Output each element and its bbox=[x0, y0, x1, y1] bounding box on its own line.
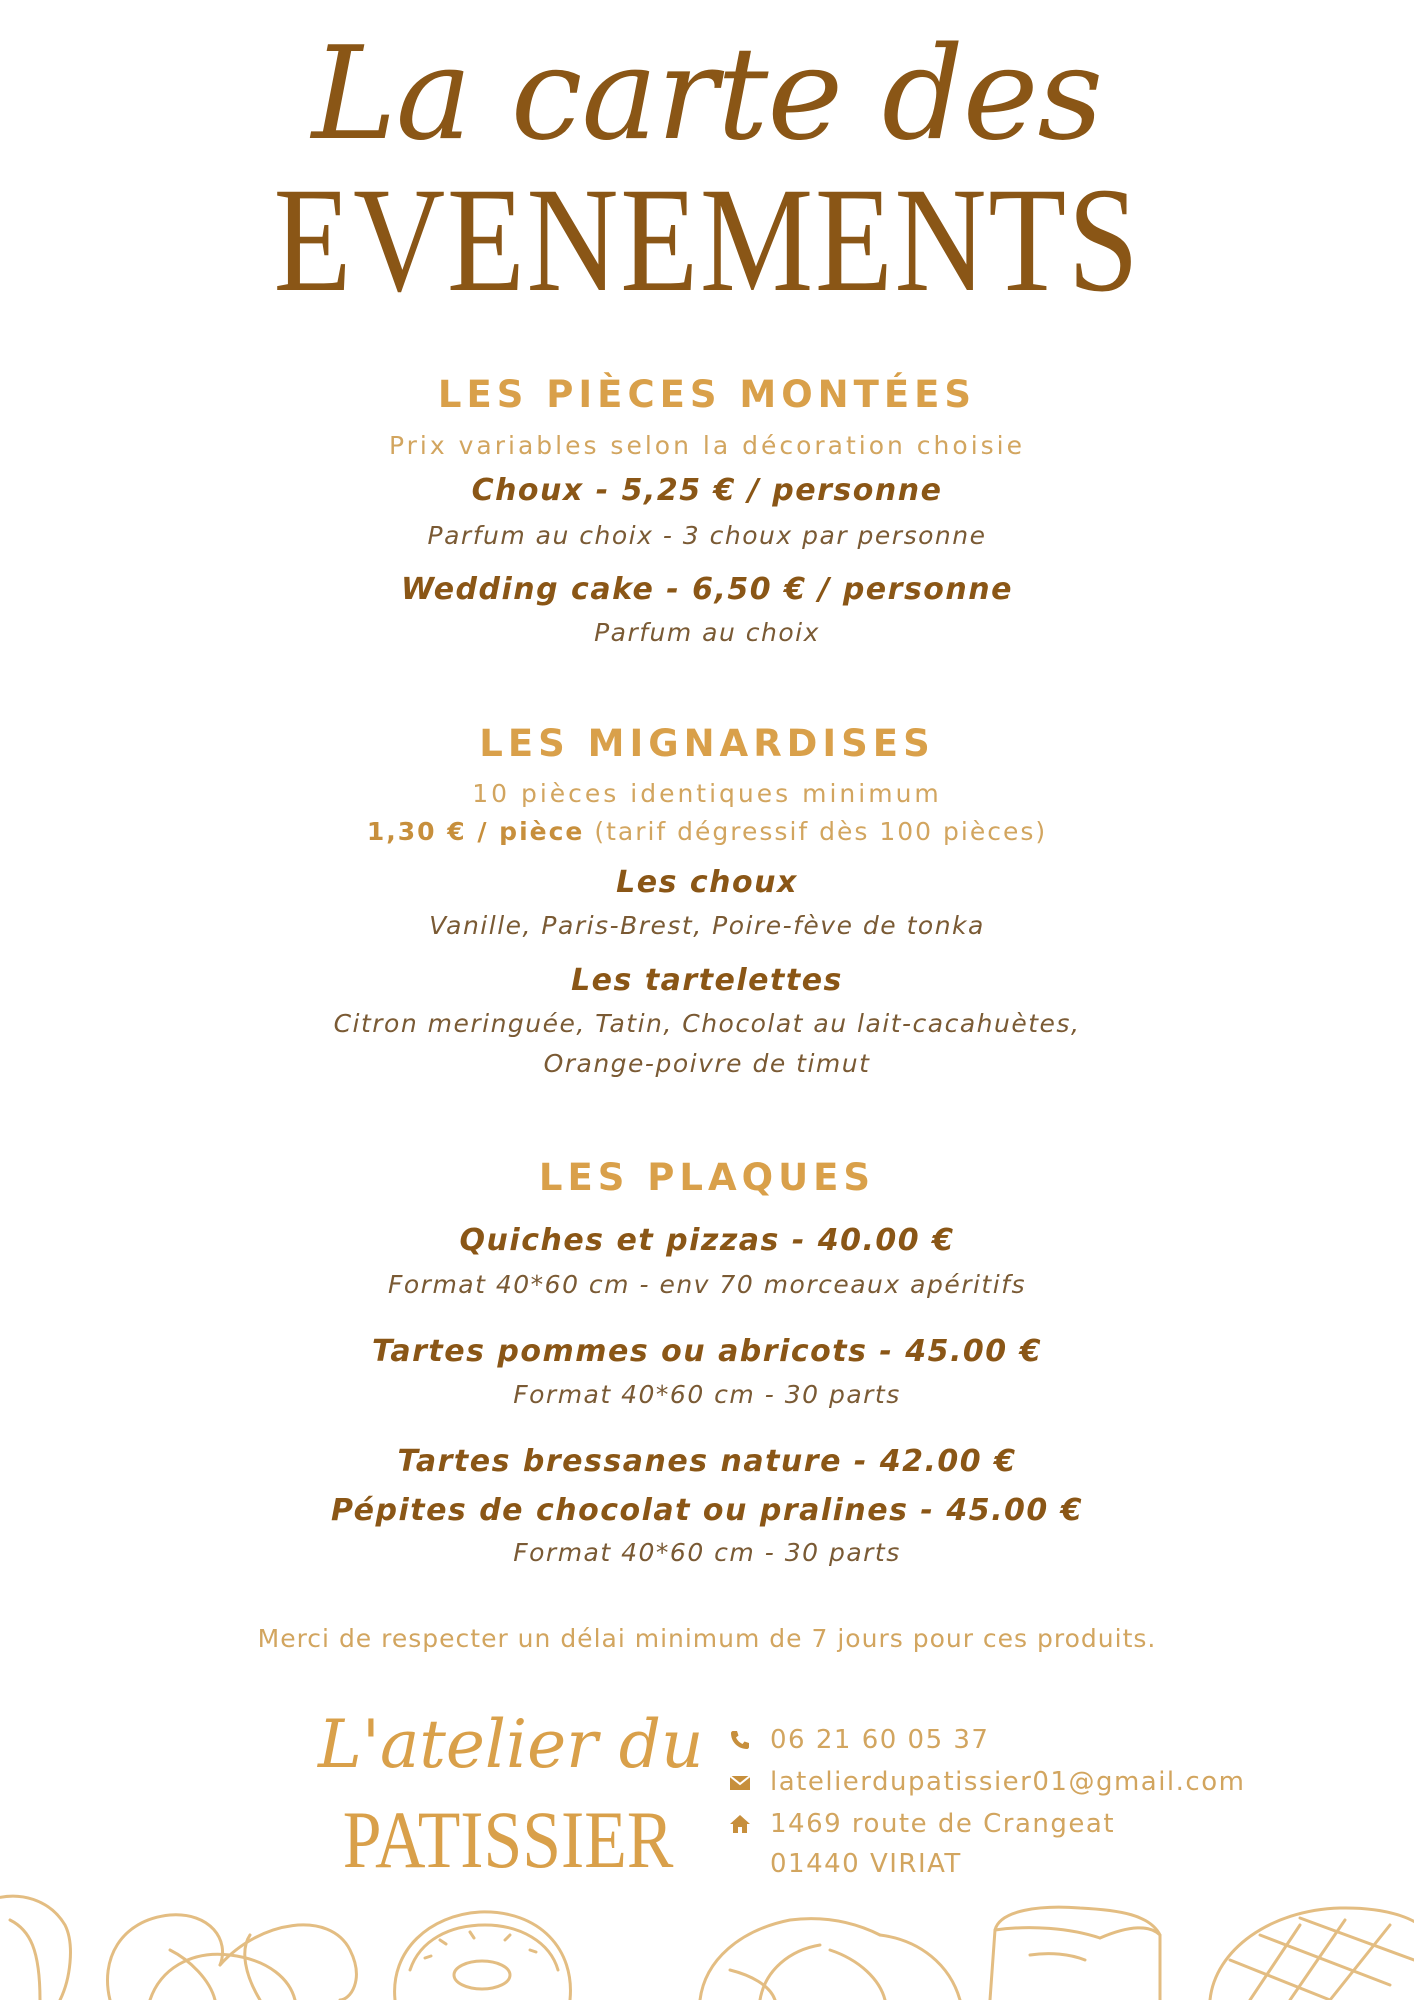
item-desc-quiches: Format 40*60 cm - env 70 morceaux apéritifs bbox=[387, 1270, 1026, 1299]
brand-logo-script: L'atelier du bbox=[318, 1706, 704, 1783]
script-title: La carte des bbox=[311, 20, 1103, 169]
item-title-choux: Choux - 5,25 € / personne bbox=[471, 473, 943, 508]
main-title: EVENEMENTS bbox=[273, 157, 1141, 323]
item-title-les-tartelettes: Les tartelettes bbox=[571, 963, 843, 998]
address-line1: 1469 route de Crangeat bbox=[770, 1809, 1116, 1839]
item-title-pepites: Pépites de chocolat ou pralines - 45.00 € bbox=[330, 1493, 1084, 1528]
item-title-quiches: Quiches et pizzas - 40.00 € bbox=[459, 1223, 955, 1258]
price-line-mignardises bbox=[0, 815, 1414, 849]
delay-notice: Merci de respecter un délai minimum de 7 jours pour ces produits. bbox=[257, 1624, 1157, 1653]
mail-icon bbox=[728, 1770, 752, 1794]
round-bread-icon bbox=[1210, 1908, 1414, 2000]
donut-icon bbox=[395, 1912, 571, 2000]
item-title-wedding-cake: Wedding cake - 6,50 € / personne bbox=[401, 572, 1013, 607]
item-desc-choux: Parfum au choix - 3 choux par personne bbox=[427, 521, 987, 550]
email-address[interactable]: latelierdupatissier01@gmail.com bbox=[770, 1767, 1246, 1797]
phone-icon bbox=[728, 1728, 752, 1752]
price-mignardises: 1,30 € / pièce bbox=[366, 817, 585, 846]
item-desc-les-tartelettes: Citron meringuée, Tatin, Chocolat au lait-cacahuètes, bbox=[333, 1009, 1081, 1038]
pastry-illustrations bbox=[0, 1880, 1414, 2000]
section-subtitle-mignardises: 10 pièces identiques minimum bbox=[472, 779, 942, 808]
item-desc-les-tartelettes-line2: Orange-poivre de timut bbox=[543, 1049, 871, 1078]
item-title-tartes-bressanes: Tartes bressanes nature - 42.00 € bbox=[397, 1444, 1017, 1479]
address-line2: 01440 VIRIAT bbox=[770, 1849, 962, 1879]
item-desc-wedding-cake: Parfum au choix bbox=[594, 618, 820, 647]
bread-sketch-left-icon bbox=[0, 1896, 70, 2000]
item-desc-les-choux: Vanille, Paris-Brest, Poire-fève de tonka bbox=[429, 911, 985, 940]
pretzel-icon bbox=[108, 1915, 357, 2000]
home-icon bbox=[728, 1812, 752, 1836]
croissant-icon bbox=[700, 1919, 960, 2000]
section-subtitle-pieces-montees: Prix variables selon la décoration choisie bbox=[389, 431, 1025, 460]
item-title-tartes-pommes: Tartes pommes ou abricots - 45.00 € bbox=[371, 1334, 1043, 1369]
section-title-pieces-montees: LES PIÈCES MONTÉES bbox=[437, 373, 977, 416]
item-desc-tartes-pommes: Format 40*60 cm - 30 parts bbox=[513, 1380, 901, 1409]
item-desc-tartes-bressanes: Format 40*60 cm - 30 parts bbox=[513, 1538, 901, 1567]
bread-loaf-icon bbox=[990, 1907, 1160, 2000]
item-title-les-choux: Les choux bbox=[616, 865, 798, 900]
phone-number[interactable]: 06 21 60 05 37 bbox=[770, 1725, 990, 1755]
brand-logo-main: PATISSIER bbox=[342, 1794, 674, 1885]
price-note-mignardises: (tarif dégressif dès 100 pièces) bbox=[594, 817, 1048, 846]
section-title-mignardises: LES MIGNARDISES bbox=[479, 722, 935, 765]
section-title-plaques: LES PLAQUES bbox=[538, 1156, 876, 1199]
